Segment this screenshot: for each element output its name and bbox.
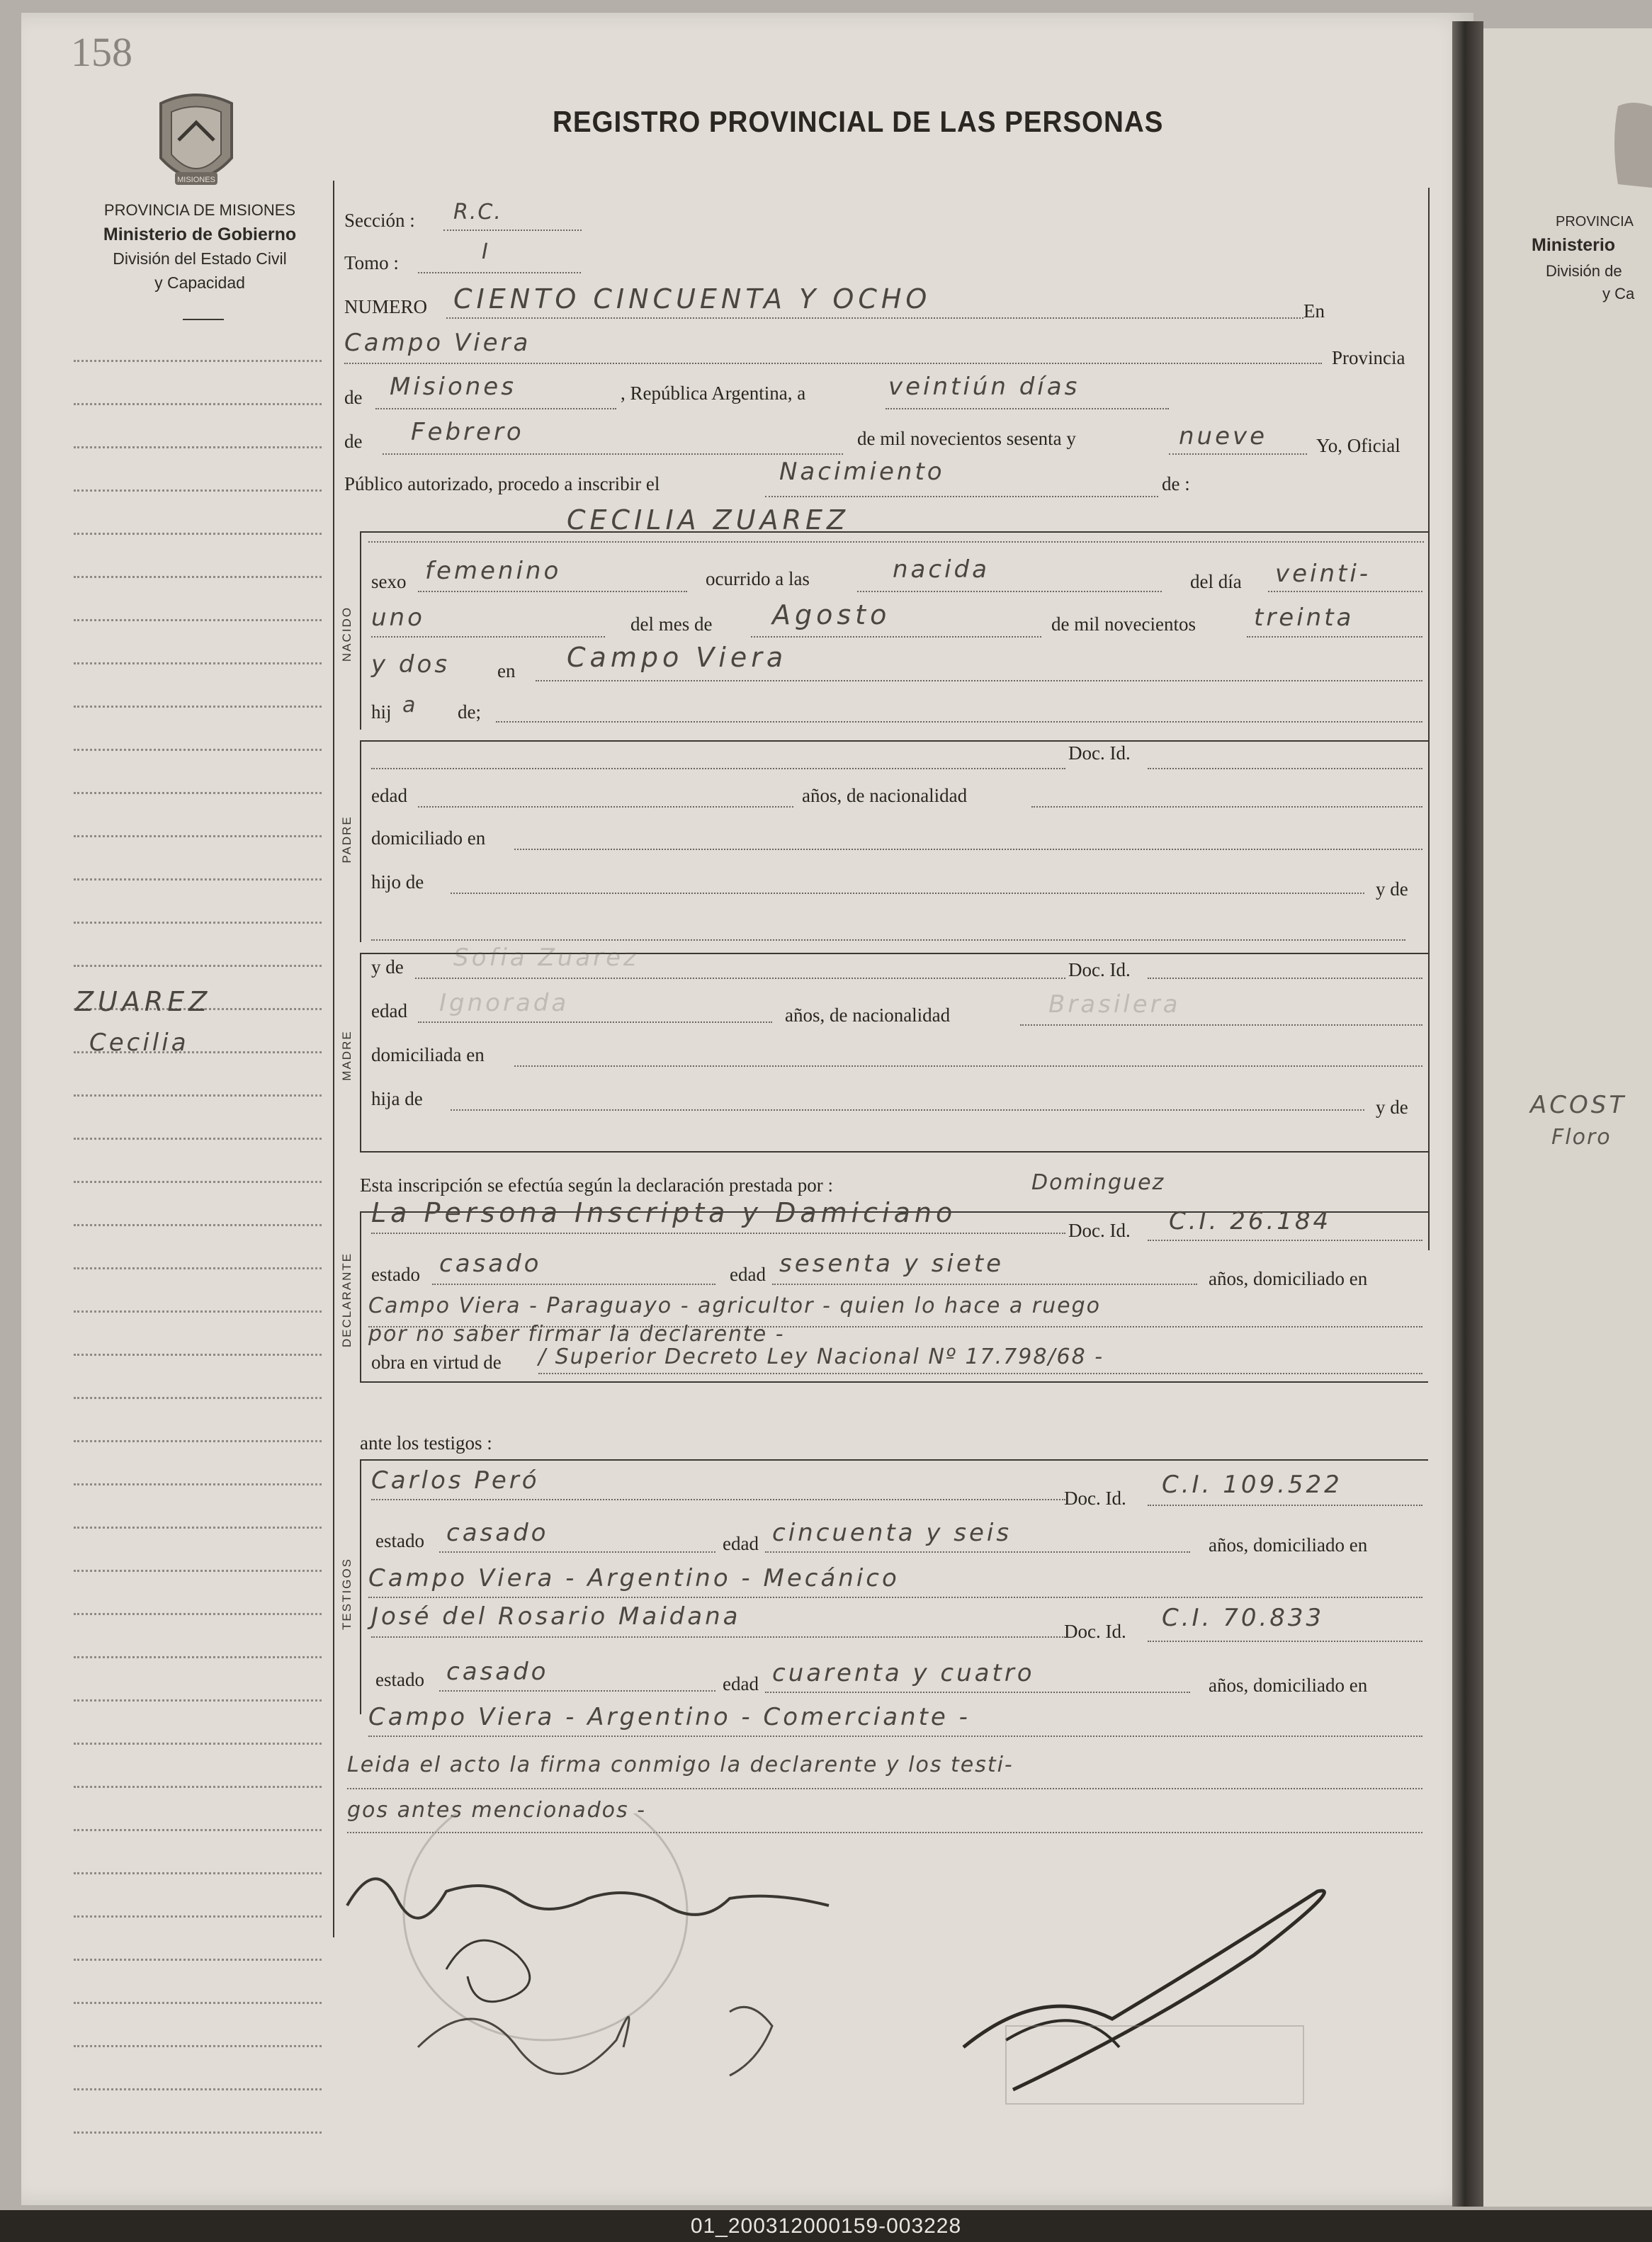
testigo2-doc-value: C.I. 70.833 [1162, 1604, 1325, 1632]
padre-nac-line [1031, 806, 1422, 808]
testigo2-doc-line [1148, 1641, 1422, 1642]
de-colon-label: de : [1162, 473, 1190, 494]
hij-suffix: a [402, 693, 417, 718]
ano-nac-value-1: treinta [1254, 604, 1354, 632]
acto-line [765, 496, 1158, 497]
de-label: de [344, 387, 363, 408]
margin-rule [74, 1743, 322, 1745]
margin-rule [74, 922, 322, 924]
declarante-doc-value: C.I. 26.184 [1169, 1207, 1332, 1235]
margin-rule [74, 1397, 322, 1399]
testigo1-edad-label: edad [723, 1533, 759, 1554]
margin-rule [74, 1829, 322, 1831]
declarante-dom-label: años, domiciliado en [1209, 1268, 1368, 1289]
obra-label: obra en virtud de [371, 1352, 502, 1373]
adjacent-org-line4: y Ca [1602, 285, 1635, 302]
margin-rule [74, 835, 322, 837]
nombre-value: CECILIA ZUAREZ [567, 504, 850, 536]
margin-rule [74, 1267, 322, 1269]
ano-value: nueve [1179, 422, 1268, 451]
publico-label: Público autorizado, procedo a inscribir el [344, 473, 660, 494]
margin-rule [74, 2088, 322, 2090]
declarante-estado-label: estado [371, 1264, 420, 1285]
provincia-value: Misiones [390, 373, 516, 401]
seccion-value: R.C. [453, 200, 502, 225]
testigo2-nombre-line [371, 1636, 1065, 1638]
header-underline [183, 319, 224, 320]
testigo2-estado-label: estado [375, 1669, 424, 1690]
madre-edad-line [418, 1021, 772, 1023]
org-province: PROVINCIA DE MISIONES [103, 201, 296, 219]
nombre-line [368, 541, 1424, 543]
declarante-dom-value-2: por no saber firmar la declarente - [368, 1322, 785, 1347]
tomo-line [418, 272, 581, 273]
ocurrido-line [857, 591, 1162, 592]
tomo-label: Tomo : [344, 252, 399, 273]
testigo2-edad-line [765, 1692, 1190, 1693]
margin-rule [74, 2131, 322, 2134]
org-ministry: Ministerio de Gobierno [103, 225, 297, 244]
testigo1-estado-value: casado [446, 1519, 549, 1547]
madre-yde-label: y de [371, 956, 404, 978]
margin-rule [74, 1959, 322, 1961]
padre-yde-label: y de [1376, 878, 1408, 900]
declarante-estado-line [432, 1284, 715, 1285]
declarante-doc-line [1148, 1240, 1422, 1241]
mes-nac-value: Agosto [772, 599, 891, 630]
margin-note-name: Cecilia [89, 1029, 189, 1057]
testigo2-estado-line [439, 1690, 715, 1692]
declarante-edad-line [772, 1284, 1197, 1285]
sexo-label: sexo [371, 571, 407, 592]
dia-value: veintiún días [888, 373, 1080, 401]
margin-rule [74, 1224, 322, 1226]
padre-hijo-line [451, 893, 1364, 894]
testigo1-doc-label: Doc. Id. [1064, 1488, 1126, 1509]
provincia-line [375, 408, 616, 409]
margin-rule [74, 965, 322, 967]
margin-rule [74, 1138, 322, 1140]
margin-rule [74, 1915, 322, 1918]
mes-line [383, 453, 843, 455]
madre-nac-label: años, de nacionalidad [785, 1004, 951, 1026]
acto-value: Nacimiento [779, 458, 945, 486]
ano-nac-line [1247, 636, 1422, 638]
padre-nac-label: años, de nacionalidad [802, 785, 968, 806]
madre-hija-line [451, 1109, 1364, 1111]
hij-label: hij [371, 701, 392, 723]
provincial-seal [150, 91, 242, 197]
declarante-edad-label: edad [730, 1264, 766, 1285]
adjacent-note-2: Floro [1551, 1125, 1612, 1150]
testigo1-dom-label: años, domiciliado en [1209, 1534, 1368, 1556]
margin-rule [74, 619, 322, 621]
en-label: En [1303, 300, 1325, 322]
margin-rule [74, 1310, 322, 1313]
adjacent-org-line3: División de [1546, 262, 1622, 280]
declarante-doc-label: Doc. Id. [1068, 1220, 1131, 1241]
padre-doc-line [1148, 768, 1422, 769]
margin-rule [74, 792, 322, 794]
section-label-padre: PADRE [340, 815, 353, 864]
margin-rule [74, 1094, 322, 1097]
section-bracket-padre [360, 740, 361, 942]
org-division: División del Estado Civil [113, 249, 287, 268]
testigo1-dom-value: Campo Viera - Argentino - Mecánico [368, 1564, 900, 1592]
en2-label: en [497, 660, 516, 681]
provincia-label: Provincia [1332, 347, 1405, 368]
obra-line [538, 1373, 1422, 1374]
section-bottom-declarante [360, 1381, 1428, 1383]
republica-label: , República Argentina, a [621, 383, 806, 404]
section-bracket-testigos [360, 1459, 361, 1714]
margin-rule [74, 576, 322, 578]
madre-dom-line [514, 1065, 1422, 1067]
margin-note-surname: ZUAREZ [75, 986, 212, 1017]
testigo1-estado-line [439, 1551, 715, 1553]
page-number: 158 [71, 29, 132, 75]
de2-label: de [344, 431, 363, 452]
madre-edad-label: edad [371, 1000, 407, 1021]
dia-nac-value-1: veinti- [1275, 560, 1371, 588]
testigo1-dom-line [368, 1597, 1422, 1598]
hij-de-label: de; [458, 701, 481, 723]
declarante-dom-value-1: Campo Viera - Paraguayo - agricultor - quien lo hace a ruego [368, 1293, 1101, 1318]
section-label-madre: MADRE [340, 1030, 353, 1081]
closing-rule-1 [347, 1788, 1422, 1789]
testigo1-nombre-line [371, 1499, 1065, 1500]
margin-rule [74, 1786, 322, 1788]
madre-nac-value: Brasilera [1048, 990, 1181, 1019]
mes-value: Febrero [411, 418, 524, 446]
section-top-nacido [360, 531, 1428, 533]
margin-rule [74, 360, 322, 362]
margin-rule [74, 1872, 322, 1874]
madre-nombre-value: Sofia Zuarez [453, 944, 639, 972]
padre-doc-label: Doc. Id. [1068, 742, 1131, 764]
section-label-declarante: DECLARANTE [340, 1252, 353, 1348]
signatures-and-stamps [333, 1813, 1424, 2111]
testigo1-estado-label: estado [375, 1530, 424, 1551]
margin-rule [74, 1613, 322, 1615]
declarante-nombre-value: La Persona Inscripta y Damiciano [371, 1197, 957, 1228]
seal-text: MISIONES [177, 176, 215, 184]
lugar-value: Campo Viera [344, 329, 531, 357]
lugar-nac-value: Campo Viera [567, 642, 788, 673]
madre-yde2-label: y de [1376, 1097, 1408, 1118]
ano-nac-value-2: y dos [371, 650, 451, 679]
padre-dom-line [514, 849, 1422, 850]
ano-line [1169, 453, 1307, 455]
declarante-extra-value: Dominguez [1031, 1170, 1165, 1195]
yo-oficial-label: Yo, Oficial [1316, 435, 1401, 456]
testigo1-doc-value: C.I. 109.522 [1162, 1471, 1342, 1499]
hij-line [496, 721, 1422, 723]
dia-line [886, 408, 1169, 409]
madre-hija-label: hija de [371, 1088, 423, 1109]
declarante-estado-value: casado [439, 1250, 542, 1278]
testigo1-edad-value: cincuenta y seis [772, 1519, 1012, 1547]
org-division-2: y Capacidad [154, 273, 245, 292]
padre-hijo-label: hijo de [371, 871, 424, 893]
padre-dom-label: domiciliado en [371, 827, 486, 849]
margin-rule [74, 1570, 322, 1572]
margin-rule [74, 706, 322, 708]
section-top-testigos [360, 1459, 1428, 1461]
closing-line-2: gos antes mencionados - [347, 1798, 647, 1823]
esta-inscripcion-label: Esta inscripción se efectúa según la declaración prestada por : [360, 1174, 833, 1196]
page-title: REGISTRO PROVINCIAL DE LAS PERSONAS [553, 105, 1164, 138]
seccion-label: Sección : [344, 210, 415, 231]
margin-rule [74, 749, 322, 751]
section-label-nacido: NACIDO [340, 606, 353, 662]
madre-dom-label: domiciliada en [371, 1044, 485, 1065]
section-bracket-madre [360, 953, 361, 1151]
margin-rule [74, 1656, 322, 1658]
declarante-nombre-line [371, 1233, 1065, 1234]
section-top-padre [360, 740, 1428, 742]
madre-doc-label: Doc. Id. [1068, 959, 1131, 980]
margin-rule [74, 1354, 322, 1356]
margin-rule [74, 446, 322, 448]
testigo1-doc-line [1148, 1505, 1422, 1506]
madre-edad-value: Ignorada [439, 989, 570, 1017]
section-bracket-declarante [360, 1211, 361, 1381]
lugar-line [344, 363, 1322, 364]
testigo1-nombre-value: Carlos Peró [371, 1466, 540, 1495]
testigo2-doc-label: Doc. Id. [1064, 1621, 1126, 1642]
madre-doc-line [1148, 978, 1422, 979]
section-bottom-madre [360, 1151, 1428, 1153]
adjacent-org-line2: Ministerio [1532, 235, 1616, 255]
margin-rule [74, 489, 322, 492]
testigo2-dom-label: años, domiciliado en [1209, 1675, 1368, 1696]
seccion-line [443, 230, 582, 231]
de-mil-label: de mil novecientos sesenta y [857, 428, 1076, 449]
margin-rule [74, 1699, 322, 1702]
testigo2-nombre-value: José del Rosario Maidana [371, 1602, 741, 1631]
margin-rule [74, 1483, 322, 1485]
margin-rule [74, 662, 322, 664]
padre-nombre-line [371, 768, 1065, 769]
ocurrido-value: nacida [893, 555, 990, 584]
sexo-line [418, 591, 687, 592]
margin-rule [74, 878, 322, 881]
margin-rule [74, 533, 322, 535]
margin-rule [74, 2045, 322, 2047]
closing-line-1: Leida el acto la firma conmigo la declarente y los testi- [347, 1753, 1014, 1777]
dia-nac-value-2: uno [371, 604, 425, 632]
issuing-authority [65, 198, 334, 295]
madre-nac-line [1020, 1024, 1422, 1026]
testigo2-edad-label: edad [723, 1673, 759, 1694]
testigo2-dom-value: Campo Viera - Argentino - Comerciante - [368, 1703, 971, 1731]
sexo-value: femenino [425, 557, 562, 585]
numero-line [446, 317, 1303, 319]
margin-rule [74, 1440, 322, 1442]
dia-nac-line-2 [371, 636, 605, 638]
padre-yde-line [371, 939, 1405, 941]
margin-rule [74, 1527, 322, 1529]
padre-edad-line [418, 806, 793, 808]
del-mes-label: del mes de [630, 613, 713, 635]
declarante-edad-value: sesenta y siete [779, 1250, 1005, 1278]
madre-nombre-line [415, 978, 1065, 979]
frame-right [1428, 188, 1430, 1250]
testigo2-estado-value: casado [446, 1658, 549, 1686]
section-label-testigos: TESTIGOS [340, 1558, 353, 1630]
section-bracket-nacido [360, 531, 361, 730]
image-identifier: 01_200312000159-003228 [0, 2210, 1652, 2242]
testigo2-edad-value: cuarenta y cuatro [772, 1659, 1035, 1687]
numero-value: CIENTO CINCUENTA Y OCHO [453, 283, 932, 315]
adjacent-note-1: ACOST [1530, 1091, 1627, 1119]
ante-testigos-label: ante los testigos : [360, 1432, 492, 1454]
margin-rule [74, 2002, 322, 2004]
dia-nac-line [1268, 591, 1422, 592]
frame-left [333, 181, 334, 1937]
ocurrido-label: ocurrido a las [706, 568, 810, 589]
testigo1-edad-line [765, 1551, 1190, 1553]
lugar-nac-line [536, 680, 1422, 681]
de-mil2-label: de mil novecientos [1051, 613, 1196, 635]
numero-label: NUMERO [344, 296, 428, 317]
margin-rule [74, 403, 322, 405]
mes-nac-line [751, 636, 1041, 638]
testigo2-dom-line [368, 1736, 1422, 1737]
padre-edad-label: edad [371, 785, 407, 806]
margin-rule [74, 1181, 322, 1183]
tomo-value: I [482, 239, 490, 264]
del-dia-label: del día [1190, 571, 1242, 592]
obra-value: / Superior Decreto Ley Nacional Nº 17.798/68 - [538, 1344, 1104, 1369]
adjacent-org-line1: PROVINCIA [1556, 214, 1634, 230]
